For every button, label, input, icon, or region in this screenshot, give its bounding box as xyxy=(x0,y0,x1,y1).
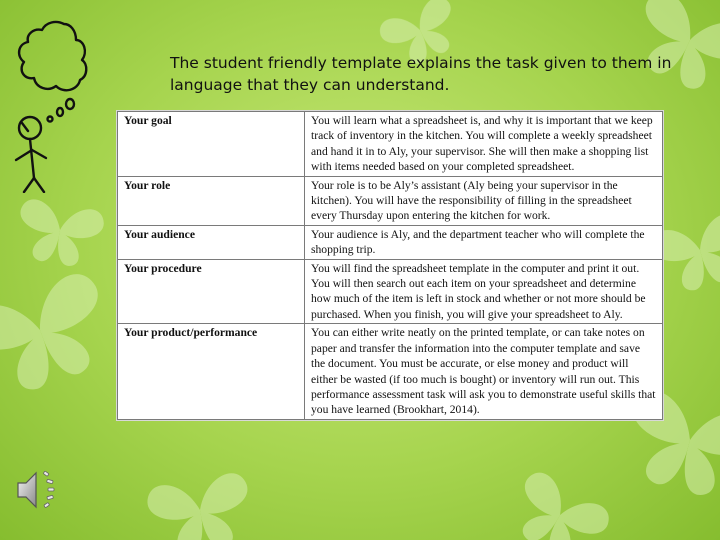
row-label: Your goal xyxy=(118,112,305,177)
row-description: Your audience is Aly, and the department teacher who will complete the shopping trip. xyxy=(305,225,663,259)
row-label: Your audience xyxy=(118,225,305,259)
row-description: You will learn what a spreadsheet is, and why it is important that we keep track of inventory in the kitchen. You will complete a weekly spreadsheet and hand it in to Aly, your supervisor. She will then make a shopping list with items needed based on your completed spreadsheet. xyxy=(305,112,663,177)
table-row xyxy=(118,112,663,177)
row-description: You can either write neatly on the printed template, or can take notes on paper and transfer the information into the computer template and save the document. You must be accurate, or else money and product will either be wasted (if too much is bought) or inventory will run out. This performance assessment task will ask you to demonstrate useful skills that you have learned (Brookhart, 2014). xyxy=(305,324,663,419)
slide-title: The student friendly template explains the task given to them in language that they can understand. xyxy=(170,54,672,94)
row-description: You will find the spreadsheet template in the computer and print it out. You will then search out each item on your spreadsheet and determine how much of the item is left in stock and whether or not more should be purchased. When you finish, you will give your spreadsheet to Aly. xyxy=(305,259,663,324)
row-description: Your role is to be Aly’s assistant (Aly being your supervisor in the kitchen). You will have the responsibility of filling in the spreadsheet every Thursday upon entering the kitchen for work. xyxy=(305,176,663,225)
table-row xyxy=(118,259,663,324)
table-row xyxy=(118,225,663,259)
thinking-stick-figure-icon xyxy=(8,18,88,193)
butterfly-decoration xyxy=(13,197,106,270)
table-row xyxy=(118,324,663,419)
speaker-audio-icon[interactable] xyxy=(14,466,66,514)
butterfly-decoration xyxy=(145,471,257,540)
butterfly-decoration xyxy=(501,467,614,540)
row-label: Your procedure xyxy=(118,259,305,324)
butterfly-decoration xyxy=(0,268,122,404)
student-template-table xyxy=(117,111,663,420)
table-row xyxy=(118,176,663,225)
row-label: Your product/performance xyxy=(118,324,305,419)
row-label: Your role xyxy=(118,176,305,225)
